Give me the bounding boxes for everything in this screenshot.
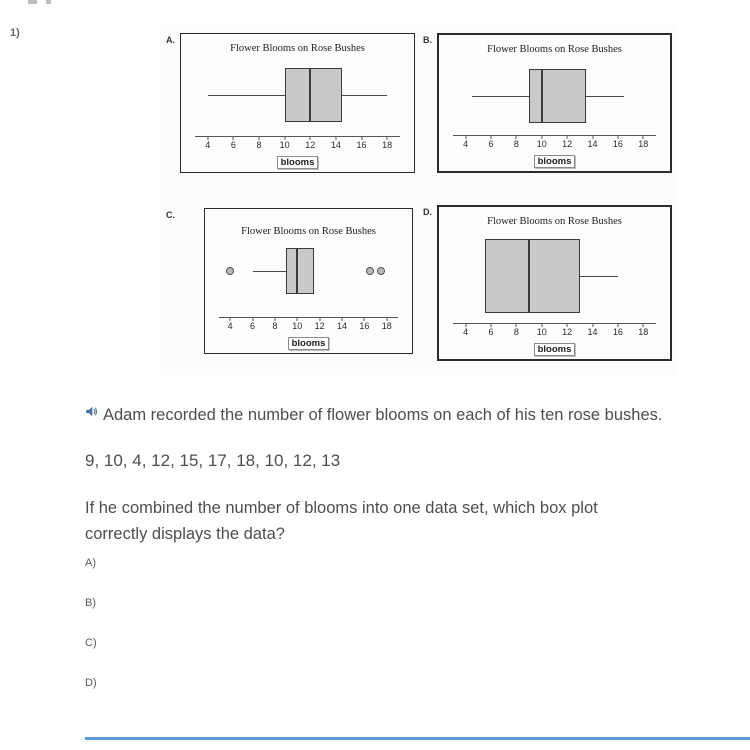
plot-title: Flower Blooms on Rose Bushes	[487, 216, 622, 227]
whisker-low	[208, 95, 285, 96]
x-axis-label: blooms	[277, 156, 319, 169]
boxplot-canvas	[219, 248, 398, 294]
bottom-divider	[85, 737, 750, 740]
boxplot-panel-a	[180, 33, 415, 173]
axis-tick-label: 10	[536, 327, 547, 337]
question-prompt-intro	[85, 404, 740, 425]
x-axis-label: blooms	[288, 337, 330, 350]
plot-title: Flower Blooms on Rose Bushes	[241, 226, 376, 237]
answer-option-b[interactable]: B)	[85, 597, 96, 609]
answer-option-d[interactable]: D)	[85, 677, 97, 689]
axis-tick-label: 12	[314, 321, 325, 331]
axis-tick-label: 16	[359, 321, 370, 331]
axis-tick-label: 6	[488, 327, 494, 337]
iqr-box	[529, 69, 586, 123]
axis-tick-label: 6	[230, 140, 236, 150]
iqr-box	[286, 248, 314, 294]
whisker-low	[253, 271, 287, 272]
axis-tick-label: 4	[463, 327, 469, 337]
axis-tick-label: 18	[638, 327, 649, 337]
cropped-text-artifact	[28, 0, 37, 4]
panel-label-a: A.	[166, 35, 175, 45]
median-line	[541, 69, 543, 123]
axis-tick-label: 14	[337, 321, 348, 331]
plot-title: Flower Blooms on Rose Bushes	[487, 44, 622, 55]
axis-tick-label: 4	[227, 321, 233, 331]
spacer	[439, 123, 670, 135]
whisker-high	[580, 276, 618, 277]
axis-tick-label: 10	[279, 140, 290, 150]
speaker-icon[interactable]	[85, 404, 98, 423]
boxplot-canvas	[453, 239, 656, 313]
iqr-box	[285, 68, 343, 122]
x-axis	[453, 135, 656, 150]
x-axis-label-row	[439, 151, 670, 169]
axis-tick-label: 4	[205, 140, 211, 150]
spacer	[205, 294, 412, 317]
outlier-point	[366, 267, 374, 275]
spacer	[181, 122, 414, 136]
x-axis	[219, 317, 398, 332]
answer-option-a[interactable]: A)	[85, 557, 96, 569]
axis-tick-label: 4	[463, 139, 469, 149]
axis-tick-label: 18	[638, 139, 649, 149]
axis-tick-label: 12	[562, 139, 573, 149]
axis-tick-label: 8	[513, 327, 519, 337]
answer-choice-figures	[160, 25, 677, 375]
question-number: 1)	[10, 27, 20, 39]
x-axis	[453, 323, 656, 338]
axis-tick-label: 18	[381, 321, 392, 331]
axis-tick-label: 14	[587, 139, 598, 149]
question-prompt-main-line2: correctly displays the data?	[85, 524, 285, 543]
axis-tick-label: 16	[612, 327, 623, 337]
axis-tick-label: 6	[488, 139, 494, 149]
panel-label-b: B.	[423, 35, 432, 45]
median-line	[528, 239, 530, 313]
panel-label-d: D.	[423, 207, 432, 217]
axis-tick-label: 16	[356, 140, 367, 150]
plot-title: Flower Blooms on Rose Bushes	[230, 43, 365, 54]
whisker-high	[342, 95, 387, 96]
x-axis-label-row	[205, 333, 412, 351]
median-line	[309, 68, 311, 122]
outlier-point	[226, 267, 234, 275]
boxplot-canvas	[453, 69, 656, 123]
spacer	[439, 313, 670, 323]
axis-tick-label: 14	[330, 140, 341, 150]
answer-option-c[interactable]: C)	[85, 637, 97, 649]
question-data-values: 9, 10, 4, 12, 15, 17, 18, 10, 12, 13	[85, 451, 341, 470]
x-axis-label-row	[439, 339, 670, 357]
boxplot-panel-b	[437, 33, 672, 173]
median-line	[296, 248, 298, 294]
panel-label-c: C.	[166, 210, 175, 220]
axis-tick-label: 16	[612, 139, 623, 149]
cropped-text-artifact	[46, 0, 51, 4]
boxplot-panel-d	[437, 205, 672, 361]
x-axis-label: blooms	[534, 343, 576, 356]
axis-tick-label: 8	[256, 140, 262, 150]
question-prompt-main-line1: If he combined the number of blooms into one data set, which box plot	[85, 499, 598, 517]
x-axis	[195, 136, 400, 151]
x-axis-label: blooms	[534, 155, 576, 168]
axis-tick-label: 8	[272, 321, 278, 331]
boxplot-canvas	[195, 68, 400, 122]
axis-tick-label: 12	[562, 327, 573, 337]
x-axis-label-row	[181, 152, 414, 170]
boxplot-panel-c	[204, 208, 413, 354]
axis-tick-label: 18	[382, 140, 393, 150]
question-prompt-intro-text: Adam recorded the number of flower blooms on each of his ten rose bushes.	[103, 406, 663, 424]
outlier-point	[377, 267, 385, 275]
whisker-low	[472, 96, 529, 97]
axis-tick-label: 6	[250, 321, 256, 331]
axis-tick-label: 8	[513, 139, 519, 149]
iqr-box	[485, 239, 580, 313]
axis-tick-label: 14	[587, 327, 598, 337]
axis-tick-label: 12	[305, 140, 316, 150]
whisker-high	[586, 96, 624, 97]
axis-tick-label: 10	[536, 139, 547, 149]
question-prompt-main	[85, 496, 685, 547]
axis-tick-label: 10	[292, 321, 303, 331]
